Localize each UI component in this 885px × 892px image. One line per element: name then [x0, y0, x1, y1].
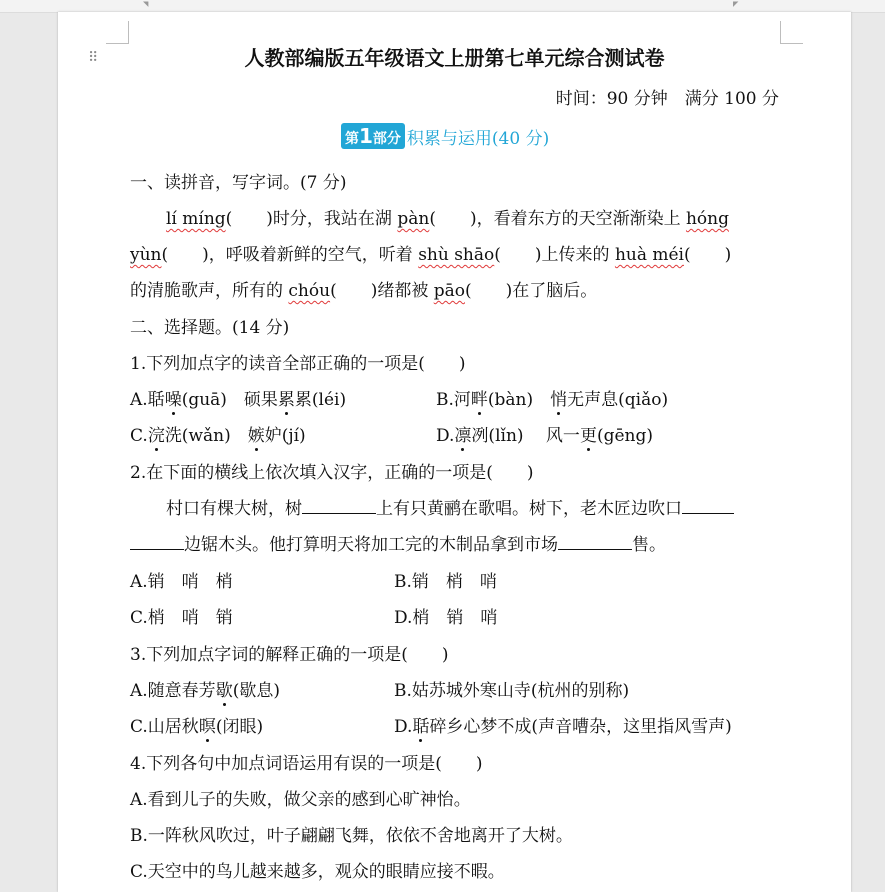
document-page [58, 12, 851, 892]
ruler-marker-icon[interactable]: ◤ [733, 0, 739, 8]
option-d: D.聒碎乡心梦不成(声音嘈杂，这里指风雪声) [394, 717, 732, 737]
option-a: A.销 哨 梢 [130, 572, 233, 592]
drag-handle-icon[interactable]: ⠿ [88, 50, 98, 66]
paragraph-line: 的清脆歌声，所有的 chóu( )绪都被 pāo( )在了脑后。 [130, 281, 598, 301]
option-c: C.天空中的鸟儿越来越多，观众的眼睛应接不暇。 [130, 862, 505, 882]
option-c: C.浣洗(wǎn) 嫉妒(jí) [130, 426, 306, 446]
option-a: A.聒噪(guā) 硕果累累(léi) [130, 390, 347, 410]
question-stem: 4.下列各句中加点词语运用有误的一项是( ) [130, 754, 483, 774]
option-d: D.梢 销 哨 [394, 608, 498, 628]
option-b: B.河畔(bàn) 悄无声息(qiǎo) [436, 390, 669, 410]
crop-mark [780, 21, 803, 44]
option-b: B.一阵秋风吹过，叶子翩翩飞舞，依依不舍地离开了大树。 [130, 826, 573, 846]
option-c: C.梢 哨 销 [130, 608, 233, 628]
ruler-marker-icon[interactable]: ◥ [143, 0, 149, 8]
question-heading: 二、选择题。(14 分) [130, 318, 290, 338]
document-title: 人教部编版五年级语文上册第七单元综合测试卷 [244, 46, 665, 70]
question-stem: 3.下列加点字词的解释正确的一项是( ) [130, 645, 449, 665]
paragraph-line: yùn( )，呼吸着新鲜的空气，听着 shù shāo( )上传来的 huà méi( ) [130, 245, 732, 265]
paragraph-line: 村口有棵大树，树 上有只黄鹂在歌唱。树下，老木匠边吹口 [166, 498, 734, 520]
paragraph-line: lí míng( )时分，我站在湖 pàn( )，看着东方的天空渐渐染上 hóng [166, 209, 729, 229]
option-a: A.随意春芳歇(歇息) [130, 681, 280, 701]
section-title: 积累与运用(40 分) [406, 128, 550, 149]
section-header [341, 123, 549, 149]
option-b: B.姑苏城外寒山寺(杭州的别称) [394, 681, 630, 701]
crop-mark [106, 21, 129, 44]
question-stem: 2.在下面的横线上依次填入汉字，正确的一项是( ) [130, 463, 534, 483]
section-badge: 第1部分 [341, 123, 405, 149]
option-a: A.看到儿子的失败，做父亲的感到心旷神怡。 [130, 790, 471, 810]
option-d: D.凛冽(lǐn) 风一更(gēng) [436, 426, 653, 446]
option-b: B.销 梢 哨 [394, 572, 497, 592]
paragraph-line: 边锯木头。他打算明天将加工完的木制品拿到市场 售。 [130, 534, 666, 556]
time-info: 时间：90 分钟 满分 100 分 [555, 89, 779, 109]
option-c: C.山居秋暝(闭眼) [130, 717, 264, 737]
question-stem: 1.下列加点字的读音全部正确的一项是( ) [130, 354, 466, 374]
question-heading: 一、读拼音，写字词。(7 分) [130, 173, 347, 193]
